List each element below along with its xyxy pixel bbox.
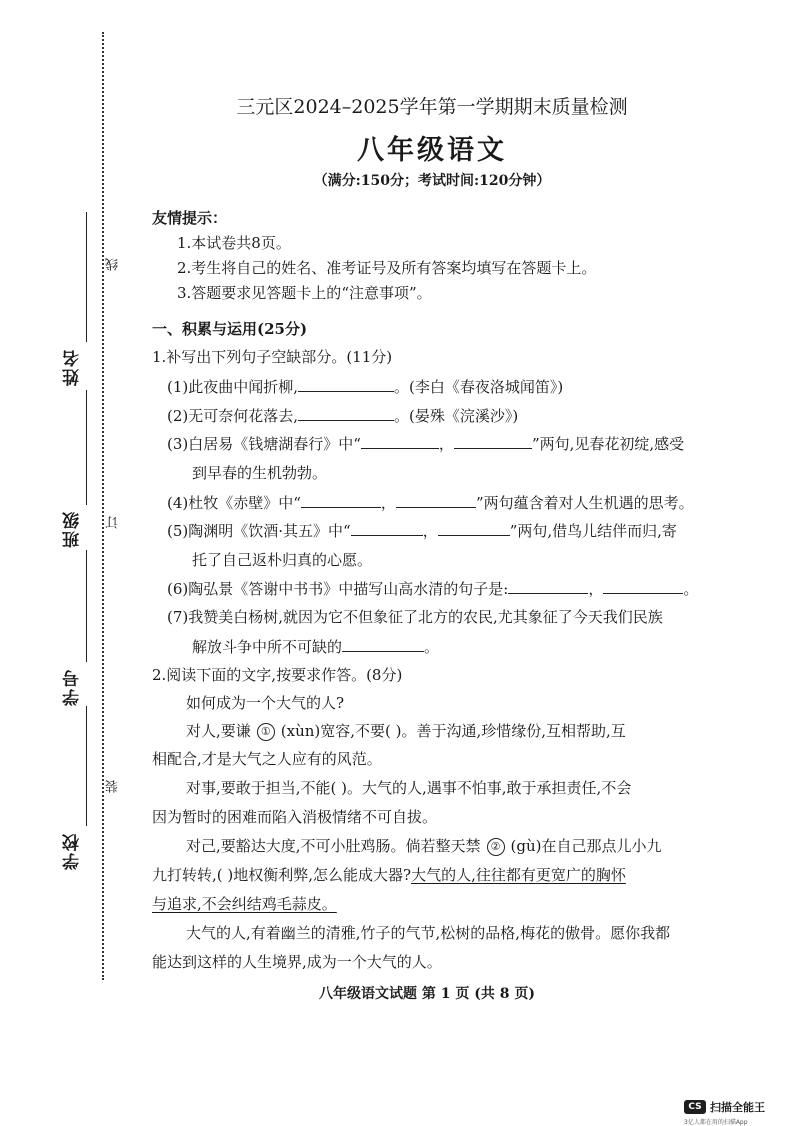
passage-p2: 对事,要敢于担当,不能( )。大气的人,遇事不怕事,敢于承担责任,不会 bbox=[186, 779, 632, 797]
subject-title: 八年级语文 bbox=[357, 135, 507, 166]
q1-item-7: (7)我赞美白杨树,就因为它不但象征了北方的农民,尤其象征了今天我们民族 bbox=[167, 608, 663, 626]
passage-p1: 对人,要谦 ① (xùn)宽容,不要( )。善于沟通,珍惜缘份,互相帮助,互 bbox=[186, 722, 626, 740]
passage-p3-cont: 九打转转,( )地权衡利弊,怎么能成大器?大气的人,往往都有更宽广的胸怀 bbox=[152, 866, 626, 884]
tip-item: 2.考生将自己的姓名、准考证号及所有答案均填写在答题卡上。 bbox=[177, 259, 597, 277]
answer-blank bbox=[298, 405, 394, 421]
q1-item-6: (6)陶弘景《答谢中书书》中描写山高水清的句子是: ， 。 bbox=[167, 580, 699, 598]
q1-item-5-cont: 托了自己返朴归真的心愿。 bbox=[192, 551, 373, 569]
answer-blank bbox=[361, 433, 439, 449]
class-line bbox=[86, 390, 87, 505]
passage-p3: 对己,要豁达大度,不可小肚鸡肠。倘若整天禁 ② (gù)在自己那点儿小九 bbox=[186, 837, 662, 855]
id-label: 学号 bbox=[63, 668, 83, 706]
q1-item-3-cont: 到早春的生机勃勃。 bbox=[192, 464, 328, 482]
school-line bbox=[86, 706, 87, 826]
underlined-sentence: 大气的人,往往都有更宽广的胸怀 bbox=[411, 866, 626, 884]
answer-blank bbox=[301, 492, 381, 508]
scanner-tagline: 3亿人都在用的扫描App bbox=[684, 1119, 748, 1126]
passage-p2-cont: 因为暂时的困难而陷入消极情绪不可自拔。 bbox=[152, 808, 438, 826]
passage-title: 如何成为一个大气的人? bbox=[186, 694, 345, 712]
underlined-sentence: 与追求,不会纠结鸡毛蒜皮。 bbox=[152, 895, 337, 913]
passage-p1-cont: 相配合,才是大气之人应有的风范。 bbox=[152, 750, 382, 768]
blank-marker-1: ① bbox=[257, 723, 275, 741]
q1-item-4: (4)杜牧《赤壁》中“ ， ”两句蕴含着对人生机遇的思考。 bbox=[167, 494, 694, 512]
q1-item-1: (1)此夜曲中闻折柳, 。(李白《春夜洛城闻笛》) bbox=[167, 378, 564, 396]
answer-blank bbox=[438, 520, 510, 536]
tip-item: 1.本试卷共8页。 bbox=[177, 234, 291, 252]
answer-blank bbox=[342, 636, 424, 652]
passage-p4-cont: 能达到这样的人生境界,成为一个大气的人。 bbox=[152, 953, 442, 971]
passage-p3-cont2 bbox=[152, 893, 337, 914]
binding-mark-order: 订 bbox=[106, 516, 121, 529]
page-footer: 八年级语文试题 第 1 页 (共 8 页) bbox=[319, 986, 535, 1002]
binding-mark-line: 线 bbox=[106, 258, 121, 271]
question-2-stem: 2.阅读下面的文字,按要求作答。(8分) bbox=[152, 666, 403, 684]
school-label: 学校 bbox=[63, 832, 83, 870]
scanner-app-name: 扫描全能王 bbox=[710, 1101, 765, 1114]
passage-p4: 大气的人,有着幽兰的清雅,竹子的气节,松树的品格,梅花的傲骨。愿你我都 bbox=[186, 924, 671, 942]
answer-blank bbox=[454, 433, 532, 449]
binding-mark-bind: 装 bbox=[106, 780, 121, 793]
question-1-stem: 1.补写出下列句子空缺部分。(11分) bbox=[152, 348, 393, 366]
name-label: 姓名 bbox=[63, 348, 83, 386]
section-heading: 一、积累与运用(25分) bbox=[152, 320, 308, 338]
blank-marker-2: ② bbox=[487, 838, 505, 856]
answer-blank bbox=[508, 578, 588, 594]
exam-info: （满分:150分；考试时间:120分钟） bbox=[313, 173, 551, 189]
id-line bbox=[86, 550, 87, 662]
class-label: 班级 bbox=[63, 510, 83, 548]
q1-item-3: (3)白居易《钱塘湖春行》中“ ， ”两句,见春花初绽,感受 bbox=[167, 435, 685, 453]
scanner-logo-icon: CS bbox=[684, 1100, 706, 1114]
answer-blank bbox=[603, 578, 683, 594]
answer-blank bbox=[351, 520, 423, 536]
q1-item-5: (5)陶渊明《饮酒·其五》中“ ， ”两句,借鸟儿结伴而归,寄 bbox=[167, 522, 677, 540]
answer-blank bbox=[298, 376, 394, 392]
name-line bbox=[86, 212, 87, 342]
answer-blank bbox=[396, 492, 476, 508]
q1-item-7-cont: 解放斗争中所不可缺的 。 bbox=[192, 638, 440, 656]
tips-heading: 友情提示： bbox=[152, 209, 228, 227]
exam-title: 三元区2024–2025学年第一学期期末质量检测 bbox=[236, 96, 628, 118]
tip-item: 3.答题要求见答题卡上的“注意事项”。 bbox=[177, 284, 432, 302]
q1-item-2: (2)无可奈何花落去, 。(晏殊《浣溪沙》) bbox=[167, 407, 519, 425]
